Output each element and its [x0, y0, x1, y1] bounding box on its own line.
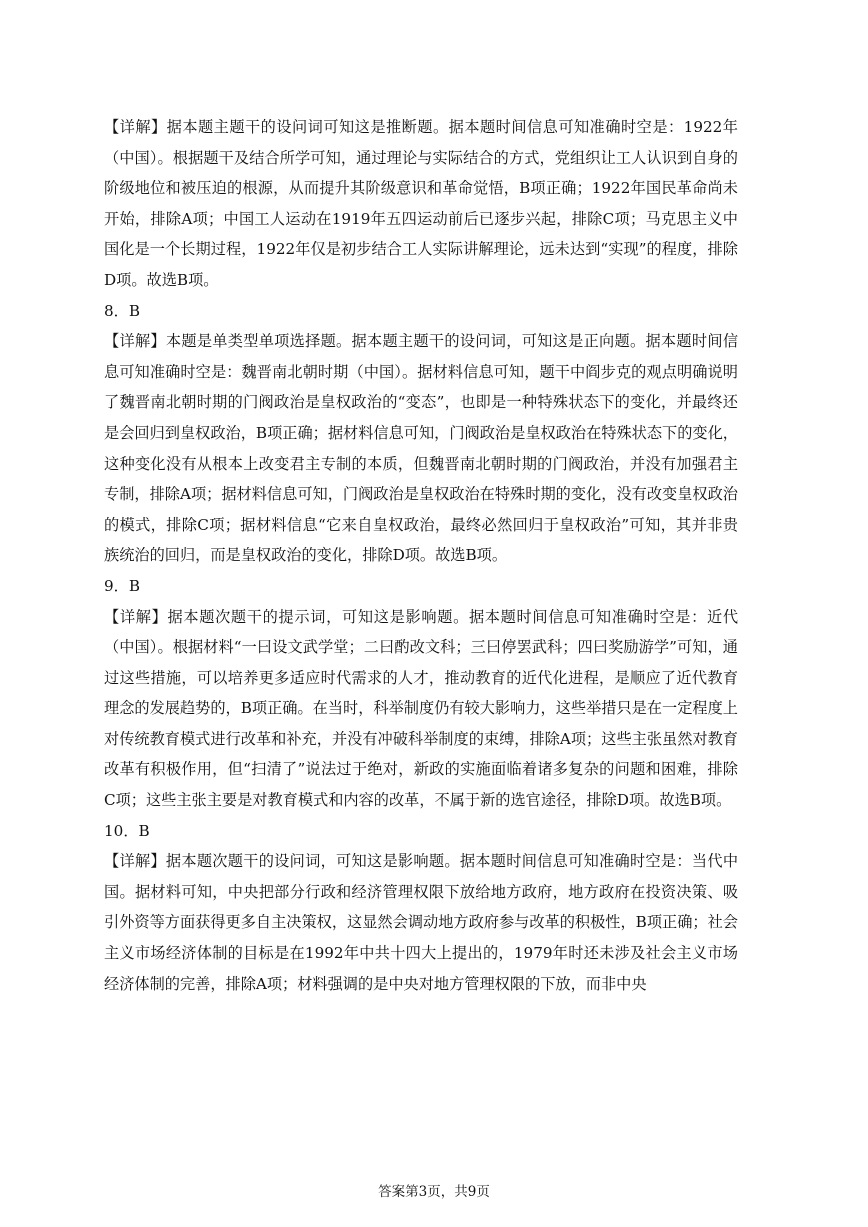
q10-answer: 10．B [104, 821, 150, 840]
page-footer: 答案第3页，共9页 [378, 1184, 490, 1200]
q8-explanation: 【详解】本题是单类型单项选择题。据本题主题干的设问词，可知这是正向题。据本题时间信息可知准确时空是：魏晋南北朝时期（中国）。据材料信息可知，题干中阎步克的观点明确说明了魏晋南北朝时期的门阀政治是皇权政治的“变态”，也即是一种特殊状态下的变化，并最终还是会回归到皇权政治，B项正确；据材料信息可知，门阀政治是皇权政治在特殊状态下的变化，这种变化没有从根本上改变君主专制的本质，但魏晋南北朝时期的门阀政治，并没有加强君主专制，排除A项；据材料信息可知，门阀政治是皇权政治在特殊时期的变化，没有改变皇权政治的模式，排除C项；据材料信息“它来自皇权政治，最终必然回归于皇权政治”可知，其并非贵族统治的回归，而是皇权政治的变化，排除D项。故选B项。 [104, 332, 738, 565]
q8-answer: 8．B [104, 301, 141, 320]
answer-content [104, 112, 738, 999]
q7-explanation: 【详解】据本题主题干的设问词可知这是推断题。据本题时间信息可知准确时空是：1922年（中国）。根据题干及结合所学可知，通过理论与实际结合的方式，党组织让工人认识到自身的阶级地位和被压迫的根源，从而提升其阶级意识和革命觉悟，B项正确；1922年国民革命尚未开始，排除A项；中国工人运动在1919年五四运动前后已逐步兴起，排除C项；马克思主义中国化是一个长期过程，1922年仅是初步结合工人实际讲解理论，远未达到“实现”的程度，排除D项。故选B项。 [104, 118, 738, 289]
q10-explanation: 【详解】据本题次题干的设问词，可知这是影响题。据本题时间信息可知准确时空是：当代中国。据材料可知，中央把部分行政和经济管理权限下放给地方政府，地方政府在投资决策、吸引外资等方面获得更多自主决策权，这显然会调动地方政府参与改革的积极性，B项正确；社会主义市场经济体制的目标是在1992年中共十四大上提出的，1979年时还未涉及社会主义市场经济体制的完善，排除A项；材料强调的是中央对地方管理权限的下放，而非中央 [104, 852, 738, 993]
q9-answer: 9．B [104, 576, 141, 595]
q9-explanation: 【详解】据本题次题干的提示词，可知这是影响题。据本题时间信息可知准确时空是：近代（中国）。根据材料“一曰设文武学堂；二曰酌改文科；三曰停罢武科；四曰奖励游学”可知，通过这些措施，可以培养更多适应时代需求的人才，推动教育的近代化进程，是顺应了近代教育理念的发展趋势的，B项正确。在当时，科举制度仍有较大影响力，这些举措只是在一定程度上对传统教育模式进行改革和补充，并没有冲破科举制度的束缚，排除A项；这些主张虽然对教育改革有积极作用，但“扫清了”说法过于绝对，新政的实施面临着诸多复杂的问题和困难，排除C项；这些主张主要是对教育模式和内容的改革，不属于新的选官途径，排除D项。故选B项。 [104, 607, 738, 810]
